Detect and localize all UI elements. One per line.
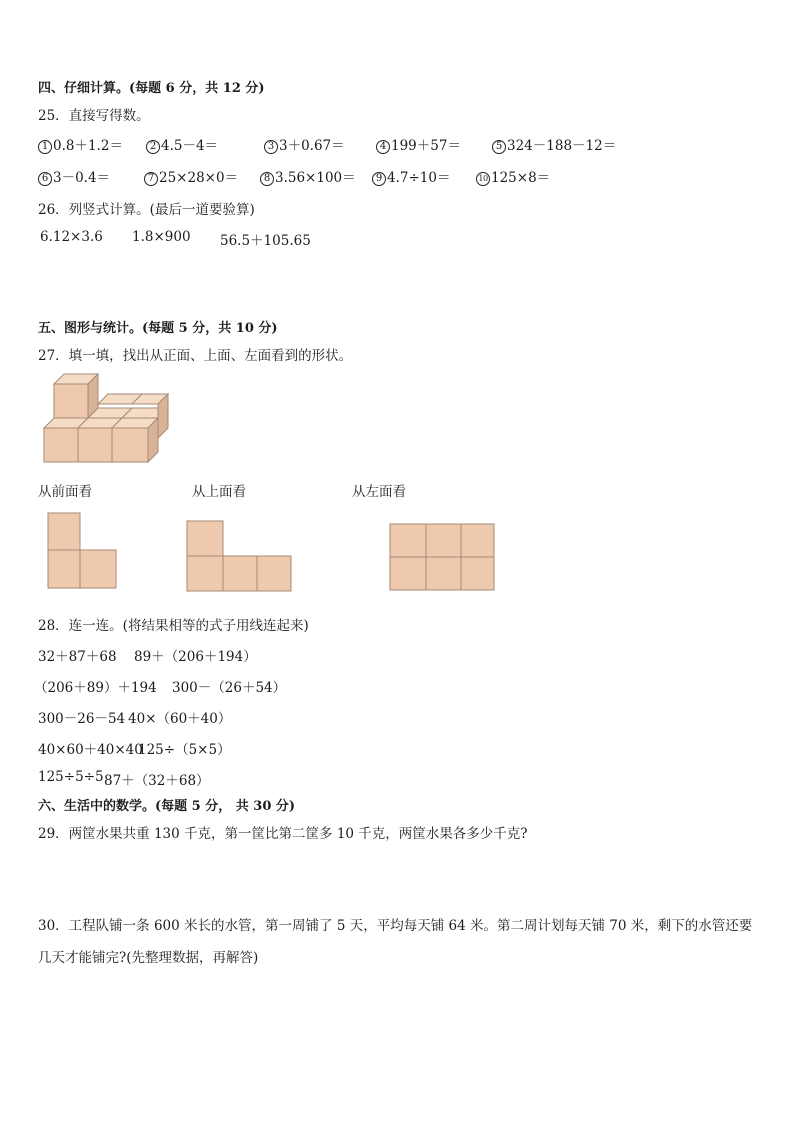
calc-expression: 324－188－12＝ bbox=[507, 138, 617, 154]
calc-expression: 3＋0.67＝ bbox=[279, 138, 345, 154]
calc-expression: 25×28×0＝ bbox=[159, 170, 239, 186]
question-27-label: 27．填一填，找出从正面、上面、左面看到的形状。 bbox=[38, 348, 353, 364]
calc-item-4 bbox=[376, 134, 461, 154]
question-28-label: 28．连一连。(将结果相等的式子用线连起来) bbox=[38, 618, 309, 634]
circled-number: 8 bbox=[260, 172, 274, 186]
question-30-line-1: 30．工程队铺一条 600 米长的水管，第一周铺了 5 天，平均每天铺 64 米。第二周计划每天铺 70 米，剩下的水管还要 bbox=[38, 918, 753, 934]
top-view-shape bbox=[186, 520, 294, 595]
front-view-shape bbox=[47, 512, 119, 592]
match-right-2: 300－（26＋54） bbox=[172, 680, 287, 696]
calc-item-2 bbox=[146, 134, 218, 154]
calc-item-3 bbox=[264, 134, 345, 154]
match-left-4: 40×60＋40×40 bbox=[38, 742, 143, 758]
match-left-3: 300－26－54 bbox=[38, 711, 126, 727]
circled-number: 10 bbox=[476, 172, 490, 186]
calc-item-8 bbox=[260, 166, 356, 186]
circled-number: 6 bbox=[38, 172, 52, 186]
question-29: 29．两筐水果共重 130 千克，第一筐比第二筐多 10 千克，两筐水果各多少千克? bbox=[38, 826, 528, 842]
question-30-line-2: 几天才能铺完?(先整理数据，再解答) bbox=[38, 950, 259, 966]
calc-item-7 bbox=[144, 166, 238, 186]
calc-item-1 bbox=[38, 134, 123, 154]
vertical-calc-2: 1.8×900 bbox=[132, 229, 191, 245]
circled-number: 9 bbox=[372, 172, 386, 186]
question-26-label: 26．列竖式计算。(最后一道要验算) bbox=[38, 202, 255, 218]
cube-stack-figure bbox=[40, 370, 175, 465]
section-6-title: 六、生活中的数学。(每题 5 分， 共 30 分) bbox=[38, 799, 296, 814]
match-left-1: 32＋87＋68 bbox=[38, 649, 117, 665]
left-view-shape bbox=[389, 523, 497, 593]
calc-item-5 bbox=[492, 134, 616, 154]
circled-number: 5 bbox=[492, 140, 506, 154]
view-label-top: 从上面看 bbox=[192, 484, 246, 500]
circled-number: 1 bbox=[38, 140, 52, 154]
circled-number: 2 bbox=[146, 140, 160, 154]
match-right-5: 87＋（32＋68） bbox=[104, 773, 210, 789]
view-label-front: 从前面看 bbox=[38, 484, 92, 500]
match-right-1: 89＋（206＋194） bbox=[134, 649, 257, 665]
calc-expression: 3－0.4＝ bbox=[53, 170, 111, 186]
calc-expression: 3.56×100＝ bbox=[275, 170, 356, 186]
circled-number: 7 bbox=[144, 172, 158, 186]
calc-expression: 125×8＝ bbox=[491, 170, 551, 186]
match-right-4: 125÷（5×5） bbox=[138, 742, 231, 758]
calc-item-10 bbox=[476, 166, 550, 186]
match-left-5: 125÷5÷5 bbox=[38, 769, 104, 785]
calc-item-9 bbox=[372, 166, 450, 186]
match-left-2: （206＋89）＋194 bbox=[34, 680, 157, 696]
circled-number: 4 bbox=[376, 140, 390, 154]
vertical-calc-1: 6.12×3.6 bbox=[40, 229, 103, 245]
circled-number: 3 bbox=[264, 140, 278, 154]
calc-expression: 199＋57＝ bbox=[391, 138, 461, 154]
view-label-left: 从左面看 bbox=[352, 484, 406, 500]
calc-expression: 0.8＋1.2＝ bbox=[53, 138, 123, 154]
calc-item-6 bbox=[38, 166, 110, 186]
question-25-label: 25．直接写得数。 bbox=[38, 108, 150, 124]
section-5-title: 五、图形与统计。(每题 5 分，共 10 分) bbox=[38, 321, 278, 336]
calc-expression: 4.5－4＝ bbox=[161, 138, 219, 154]
section-4-title: 四、仔细计算。(每题 6 分，共 12 分) bbox=[38, 81, 265, 96]
calc-expression: 4.7÷10＝ bbox=[387, 170, 451, 186]
vertical-calc-3: 56.5＋105.65 bbox=[220, 233, 311, 249]
match-right-3: 40×（60＋40） bbox=[128, 711, 232, 727]
